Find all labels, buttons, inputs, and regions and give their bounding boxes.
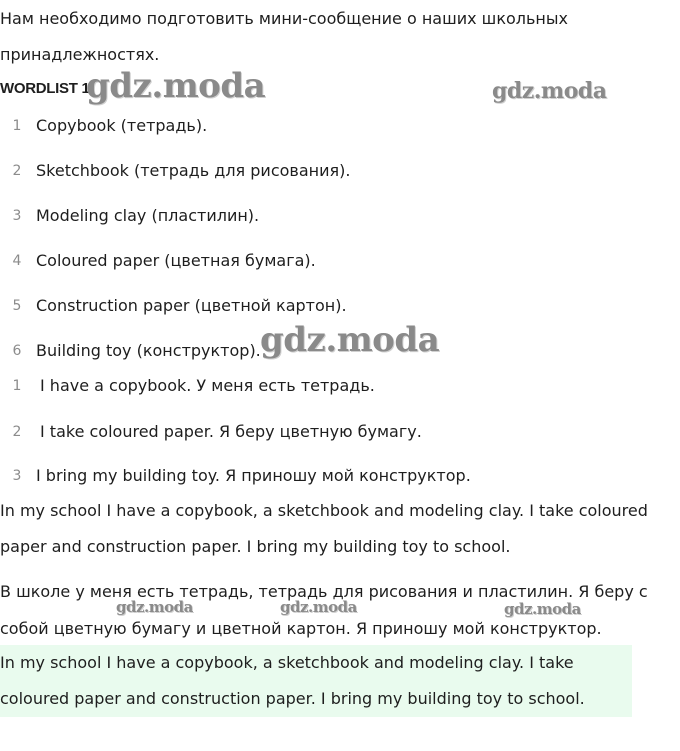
list-item-number: 5 — [12, 298, 22, 314]
sentence-number: 2 — [12, 424, 22, 440]
sentence-text: I bring my building toy. Я приношу мой конструктор. — [36, 466, 471, 485]
list-item-number: 4 — [12, 253, 22, 269]
watermark-logo: gdz.moda — [86, 66, 266, 106]
sentence-text: I take coloured paper. Я беру цветную бумагу. — [40, 422, 422, 441]
watermark-logo: gdz.moda — [116, 598, 193, 616]
answer-line-2: coloured paper and construction paper. I bring my building toy to school. — [0, 689, 585, 708]
list-item-number: 6 — [12, 343, 22, 359]
list-item-text: Building toy (конструктор). — [36, 341, 261, 360]
sentence-number: 1 — [12, 378, 22, 394]
list-item-text: Modeling clay (пластилин). — [36, 206, 260, 225]
sentence-text: I have a copybook. У меня есть тетрадь. — [40, 376, 375, 395]
paragraph-en-line-2: paper and construction paper. I bring my building toy to school. — [0, 537, 511, 556]
list-item-number: 1 — [12, 118, 22, 134]
wordlist-title: WORDLIST 1 — [0, 80, 90, 97]
sentence-number: 3 — [12, 468, 22, 484]
list-item-number: 3 — [12, 208, 22, 224]
intro-line-2: принадлежностях. — [0, 45, 160, 64]
paragraph-ru-line-1: В школе у меня есть тетрадь, тетрадь для рисования и пластилин. Я беру с — [0, 582, 648, 601]
watermark-logo: gdz.moda — [280, 598, 357, 616]
answer-line-1: In my school I have a copybook, a sketchbook and modeling clay. I take — [0, 653, 574, 672]
watermark-logo: gdz.moda — [492, 78, 607, 104]
list-item-text: Coloured paper (цветная бумага). — [36, 251, 316, 270]
watermark-logo: gdz.moda — [260, 320, 440, 360]
list-item-text: Copybook (тетрадь). — [36, 116, 208, 135]
paragraph-en-line-1: In my school I have a copybook, a sketchbook and modeling clay. I take coloured — [0, 501, 648, 520]
list-item-text: Construction paper (цветной картон). — [36, 296, 347, 315]
list-item-text: Sketchbook (тетрадь для рисования). — [36, 161, 351, 180]
paragraph-ru-line-2: собой цветную бумагу и цветной картон. Я приношу мой конструктор. — [0, 619, 602, 638]
list-item-number: 2 — [12, 163, 22, 179]
watermark-logo: gdz.moda — [504, 600, 581, 618]
intro-line-1: Нам необходимо подготовить мини-сообщение о наших школьных — [0, 9, 568, 28]
